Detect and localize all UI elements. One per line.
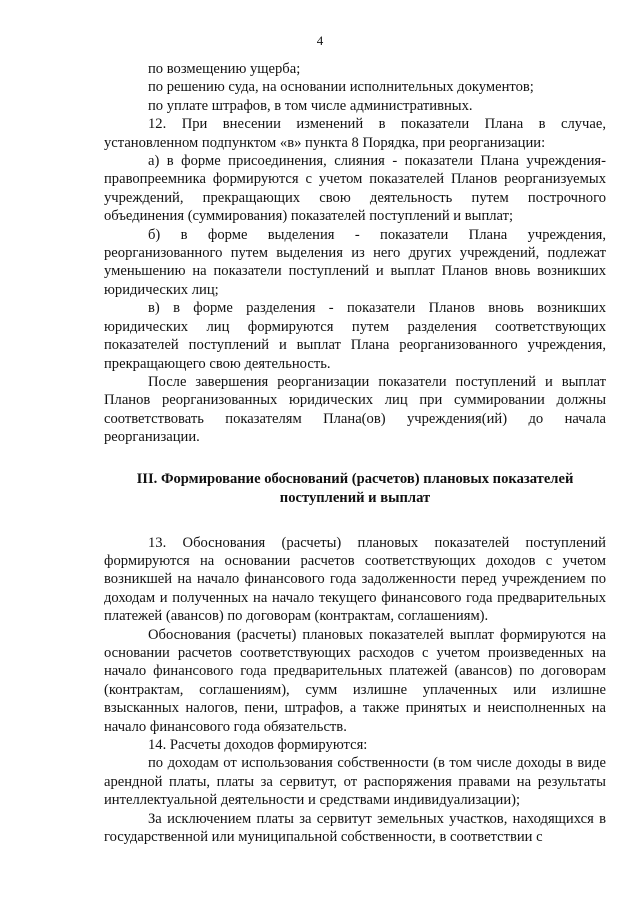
clause-14: 14. Расчеты доходов формируются: — [148, 737, 368, 753]
paragraph: После завершения реорганизации показатели поступлений и выплат Планов реорганизованных юридических лиц при суммировании должны соответствовать показателям Плана(ов) учреждения(ий) до начала реорганизации. — [104, 373, 606, 446]
list-item: по уплате штрафов, в том числе административных. — [148, 97, 473, 114]
section-heading: III. Формирование обоснований (расчетов) плановых показателей поступлений и выплат — [136, 470, 574, 506]
paragraph: по доходам от использования собственности (в том числе доходы в виде арендной платы, платы за сервитут, от распоряжения правами на результаты интеллектуальной деятельности и средствами индивидуализации); — [104, 755, 606, 809]
list-item: по решению суда, на основании исполнительных документов; — [148, 79, 534, 96]
subclause-v: в) в форме разделения - показатели Планов вновь возникших юридических лиц формируются путем разделения соответствующих показателей поступлений и выплат Плана реорганизованного учреждения, прекращающего свою деятельность. — [104, 300, 606, 372]
list-item: по возмещению ущерба; — [148, 61, 301, 77]
paragraph: За исключением платы за сервитут земельных участков, находящихся в государственной или муниципальной собственности, в соответствии с — [104, 810, 606, 846]
clause-12: 12. При внесении изменений в показатели Плана в случае, установленном подпунктом «в» пункта 8 Порядка, при реорганизации: — [104, 116, 606, 151]
subclause-a: а) в форме присоединения, слияния - показатели Плана учреждения-правопреемника формируются с учетом показателей Планов реорганизуемых учреждений, прекращающих свою деятельность путем построчного объединения (суммирования) показателей поступлений и выплат; — [104, 153, 606, 225]
clause-13: 13. Обоснования (расчеты) плановых показателей поступлений формируются на основании расчетов соответствующих доходов с учетом возникшей на начало финансового года задолженности перед учреждением по доходам и полученных на начало текущего финансового года предварительных платежей (авансов) по договорам (контрактам, соглашениям). — [104, 534, 606, 625]
document-body — [104, 60, 606, 846]
page-number: 4 — [316, 33, 324, 48]
paragraph: Обоснования (расчеты) плановых показателей выплат формируются на основании расчетов соответствующих расходов с учетом произведенных на начало финансового года предварительных платежей (авансов) по договорам (контрактам, соглашениям), сумм излишне уплаченных или излишне взысканных налогов, пени, штрафов, а также принятых и неисполненных на начало финансового года обязательств. — [104, 626, 606, 735]
subclause-b: б) в форме выделения - показатели Плана учреждения, реорганизованного путем выделения из него других учреждений, подлежат уменьшению на показатели поступлений и выплат Планов вновь возникших юридических лиц; — [104, 226, 606, 298]
